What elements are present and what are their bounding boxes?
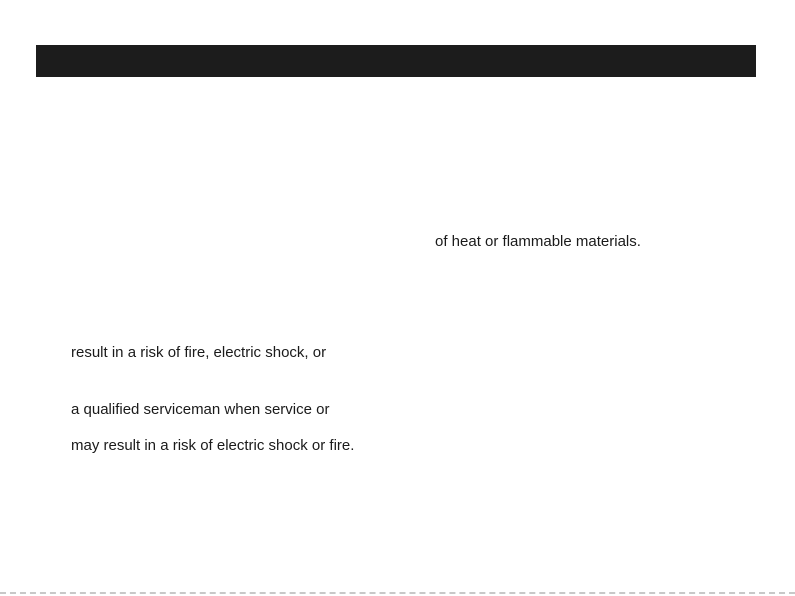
text-line-shock-risk: may result in a risk of electric shock or fire. — [71, 437, 355, 454]
header-bar — [36, 45, 756, 77]
bottom-dashed-rule — [0, 592, 795, 594]
text-line-heat: of heat or flammable materials. — [435, 233, 641, 250]
text-line-fire-risk: result in a risk of fire, electric shock, or — [71, 344, 327, 361]
text-line-serviceman: a qualified serviceman when service or — [71, 401, 330, 418]
